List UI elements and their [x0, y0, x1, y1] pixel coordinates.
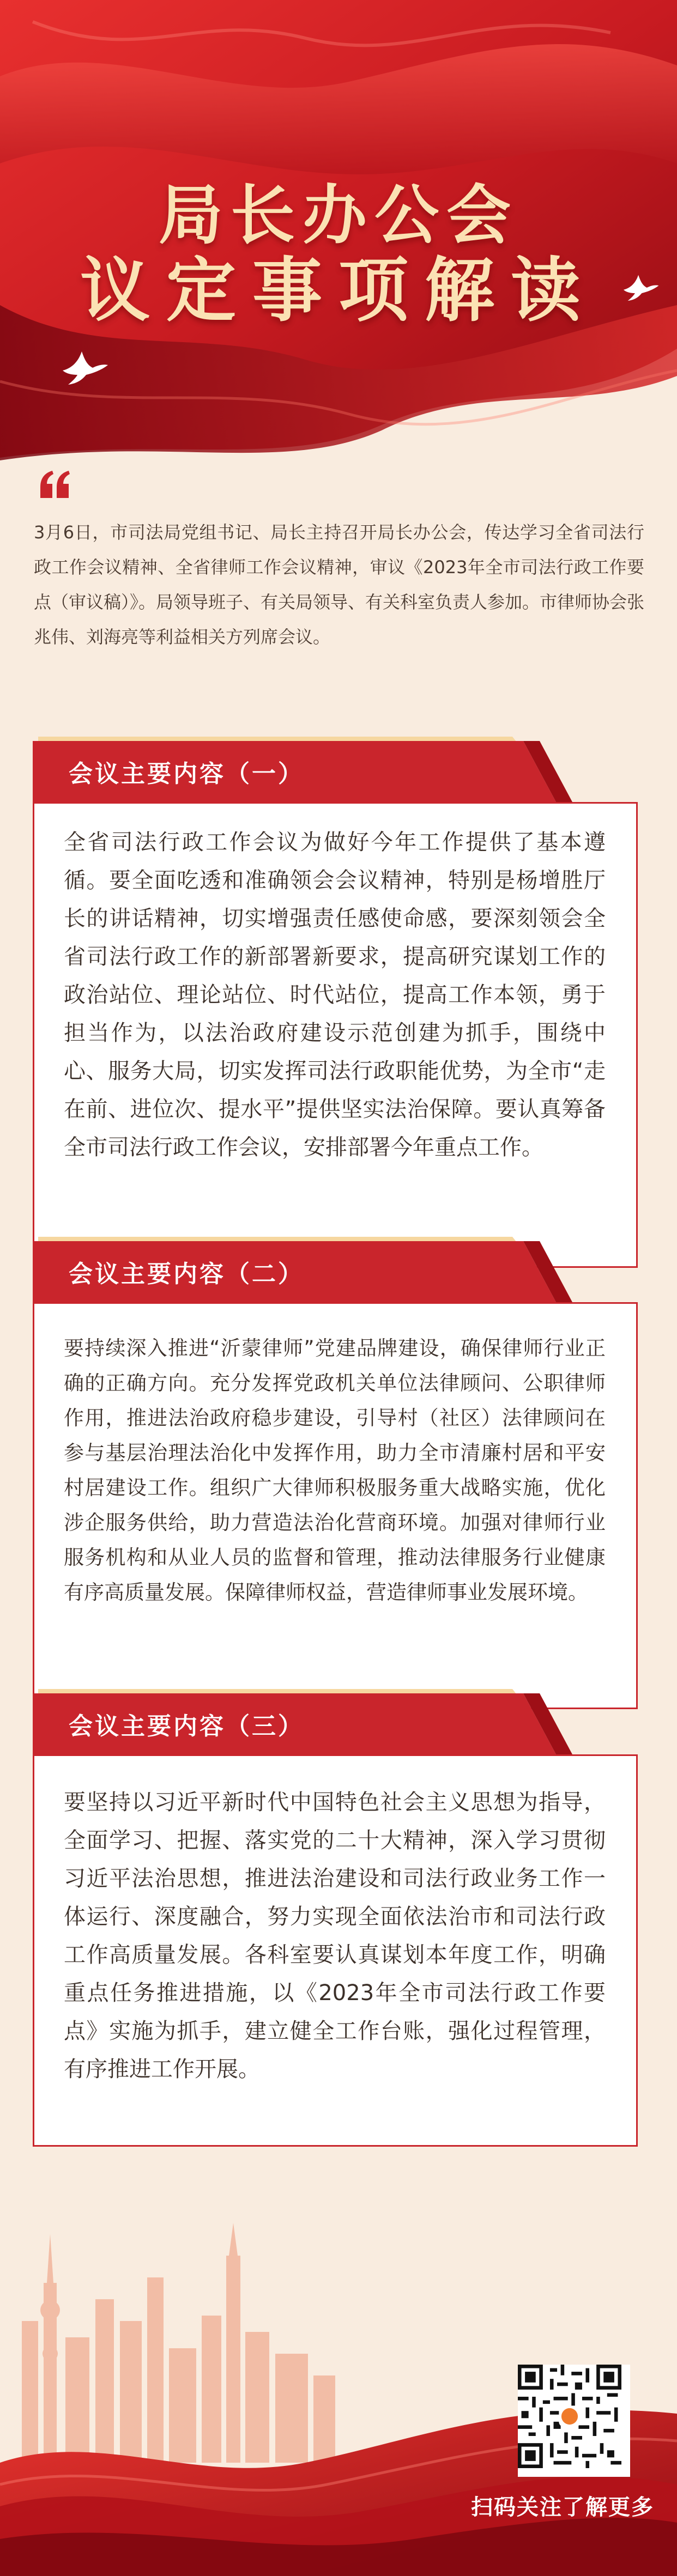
section-header — [33, 1689, 644, 1754]
section-body-box — [33, 802, 638, 1268]
section-title: 会议主要内容（二） — [69, 1260, 304, 1288]
section-body: 要坚持以习近平新时代中国特色社会主义思想为指导，全面学习、把握、落实党的二十大精神，深入学习贯彻习近平法治思想，推进法治建设和司法行政业务工作一体运行、深度融合，努力实现全面依法治市和司法行政工作高质量发展。各科室要认真谋划本年度工作，明确重点任务推进措施，以《2023年全市司法行政工作要点》实施为抓手，建立健全工作台账，强化过程管理，有序推进工作开展。 — [64, 1790, 606, 2082]
section-header — [33, 737, 644, 802]
section-header — [33, 1237, 644, 1302]
qr-code[interactable] — [518, 2365, 630, 2477]
intro-paragraph: 3月6日，市司法局党组书记、局长主持召开局长办公会，传达学习全省司法行政工作会议精神、全省律师工作会议精神，审议《2023年全市司法行政工作要点（审议稿）》。局领导班子、有关局领导、有关科室负责人参加。市律师协会张兆伟、刘海亮等利益相关方列席会议。 — [34, 522, 645, 647]
section-title: 会议主要内容（三） — [69, 1712, 304, 1740]
section-body-box — [33, 1754, 638, 2147]
page-title-line2: 议定事项解读 — [80, 250, 597, 331]
qr-code-icon — [518, 2365, 621, 2468]
section-body-box — [33, 1302, 638, 1709]
dove-icon — [60, 349, 109, 387]
section-title: 会议主要内容（一） — [69, 760, 304, 788]
city-skyline-illustration — [22, 2223, 335, 2463]
hero-banner — [0, 0, 677, 474]
page-title-line1: 局长办公会 — [158, 177, 518, 253]
section-body: 要持续深入推进“沂蒙律师”党建品牌建设，确保律师行业正确的正确方向。充分发挥党政机关单位法律顾问、公职律师作用，推进法治政府稳步建设，引导村（社区）法律顾问在参与基层治理法治化中发挥作用，助力全市清廉村居和平安村居建设工作。组织广大律师积极服务重大战略实施，优化涉企服务供给，助力营造法治化营商环境。加强对律师行业服务机构和从业人员的监督和管理，推动法律服务行业健康有序高质量发展。保障律师权益，营造律师事业发展环境。 — [64, 1336, 606, 1604]
quote-icon — [38, 469, 71, 501]
section-body: 全省司法行政工作会议为做好今年工作提供了基本遵循。要全面吃透和准确领会会议精神，特别是杨增胜厅长的讲话精神，切实增强责任感使命感，要深刻领会全省司法行政工作的新部署新要求，提高研究谋划工作的政治站位、理论站位、时代站位，提高工作本领，勇于担当作为，以法治政府建设示范创建为抓手，围绕中心、服务大局，切实发挥司法行政职能优势，为全市“走在前、进位次、提水平”提供坚实法治保障。要认真筹备全市司法行政工作会议，安排部署今年重点工作。 — [64, 830, 606, 1160]
footer — [0, 2158, 677, 2576]
qr-caption: 扫码关注了解更多 — [471, 2495, 654, 2520]
